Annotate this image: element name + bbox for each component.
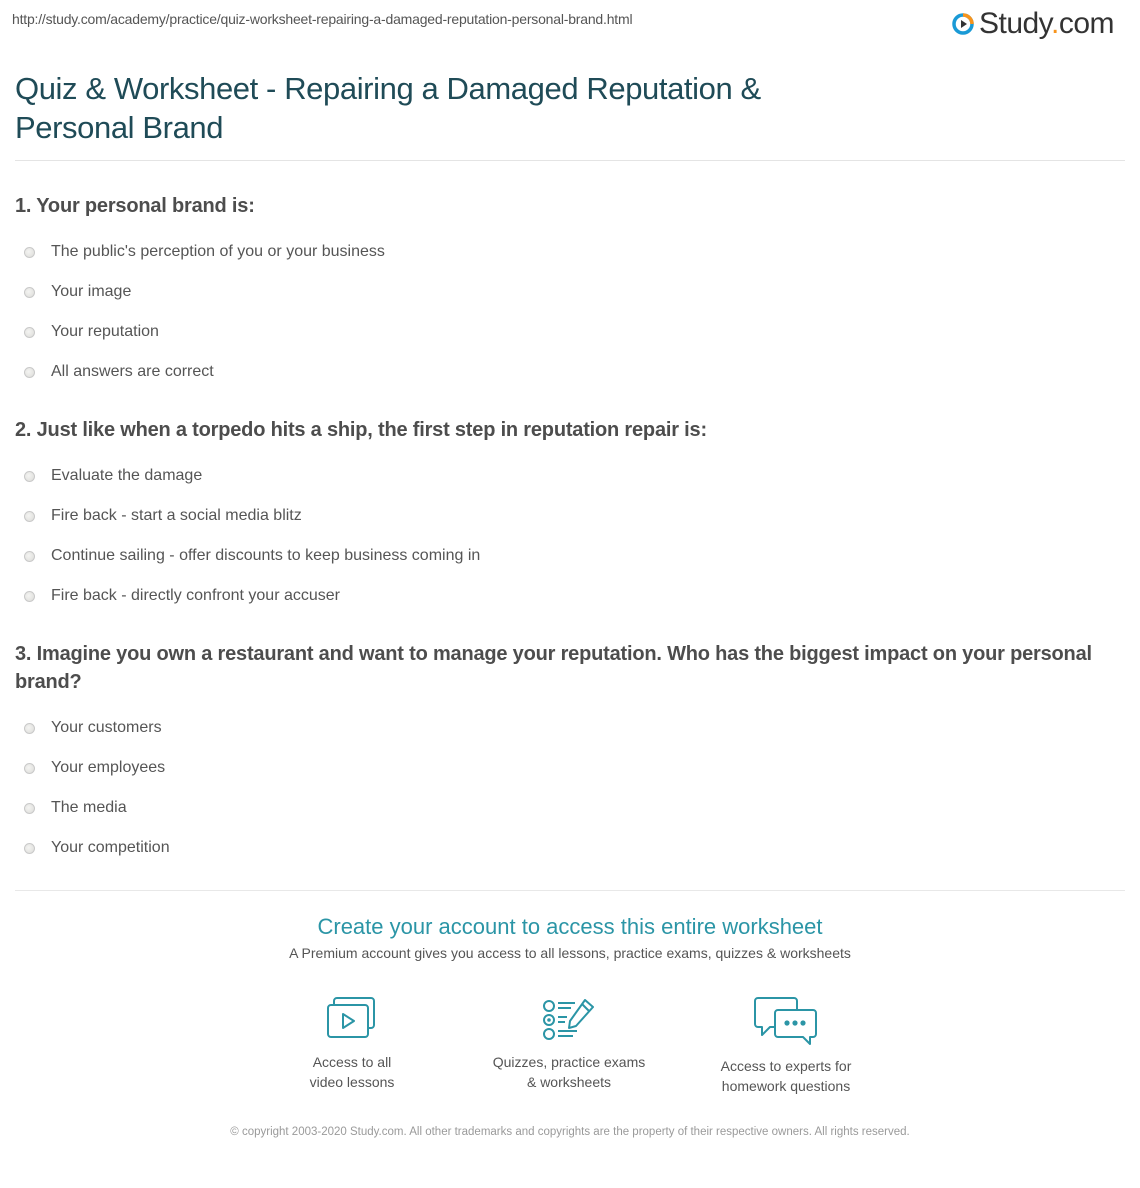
question-3: [15, 640, 1115, 868]
answer-list: [15, 232, 1115, 392]
answer-option[interactable]: [15, 312, 1115, 352]
radio-button-icon[interactable]: [24, 803, 35, 814]
copyright-notice: © copyright 2003-2020 Study.com. All other trademarks and copyrights are the property of their respective owners. All rights reserved.: [230, 1126, 910, 1138]
page-title: Quiz & Worksheet - Repairing a Damaged Reputation & Personal Brand: [15, 71, 761, 145]
answer-option[interactable]: [15, 828, 1115, 868]
radio-button-icon[interactable]: [24, 327, 35, 338]
answer-option[interactable]: [15, 748, 1115, 788]
radio-button-icon[interactable]: [24, 247, 35, 258]
feature-label: Quizzes, practice exams: [492, 1054, 646, 1070]
cta-subtitle: A Premium account gives you access to all lessons, practice exams, quizzes & worksheets: [289, 945, 851, 961]
answer-label: Continue sailing - offer discounts to keep business coming in: [51, 547, 481, 564]
feature-label: Access to all: [312, 1054, 392, 1070]
study-com-logo[interactable]: [951, 7, 1114, 41]
radio-button-icon[interactable]: [24, 843, 35, 854]
logo-text: Study.com: [978, 7, 1114, 40]
question-text: 2. Just like when a torpedo hits a ship, the first step in reputation repair is:: [15, 419, 707, 441]
answer-label: The public's perception of you or your business: [51, 243, 385, 260]
answer-label: All answers are correct: [51, 363, 214, 380]
answer-option[interactable]: [15, 576, 1115, 616]
answer-option[interactable]: [15, 496, 1115, 536]
answer-label: Your reputation: [51, 323, 159, 340]
divider: [15, 160, 1125, 161]
question-1: [15, 192, 1115, 392]
answer-label: The media: [51, 799, 127, 816]
feature-label: Access to experts for: [720, 1058, 852, 1074]
feature-quizzes: [469, 996, 669, 1092]
feature-label: & worksheets: [526, 1074, 612, 1090]
answer-label: Evaluate the damage: [51, 467, 203, 484]
quiz-checklist-icon: [541, 996, 597, 1042]
divider: [15, 890, 1125, 891]
answer-label: Fire back - directly confront your accuser: [51, 587, 340, 604]
answer-label: Your image: [51, 283, 132, 300]
answer-option[interactable]: [15, 708, 1115, 748]
radio-button-icon[interactable]: [24, 551, 35, 562]
answer-option[interactable]: [15, 456, 1115, 496]
question-2: [15, 416, 1115, 616]
question-text: 1. Your personal brand is:: [15, 195, 255, 217]
answer-option[interactable]: [15, 536, 1115, 576]
radio-button-icon[interactable]: [24, 591, 35, 602]
feature-video-lessons: [252, 996, 452, 1092]
answer-label: Your employees: [51, 759, 166, 776]
radio-button-icon[interactable]: [24, 367, 35, 378]
answer-label: Fire back - start a social media blitz: [51, 507, 302, 524]
answer-list: [15, 708, 1115, 868]
play-circle-icon: [951, 12, 975, 36]
answer-option[interactable]: [15, 352, 1115, 392]
feature-label: homework questions: [721, 1078, 851, 1094]
answer-option[interactable]: [15, 788, 1115, 828]
answer-option[interactable]: [15, 272, 1115, 312]
answer-label: Your competition: [51, 839, 170, 856]
create-account-link[interactable]: Create your account to access this entire worksheet: [317, 914, 823, 939]
page-url: http://study.com/academy/practice/quiz-worksheet-repairing-a-damaged-reputation-personal-brand.html: [12, 11, 633, 27]
feature-experts: [686, 996, 886, 1096]
feature-label: video lessons: [309, 1074, 395, 1090]
radio-button-icon[interactable]: [24, 471, 35, 482]
radio-button-icon[interactable]: [24, 723, 35, 734]
radio-button-icon[interactable]: [24, 511, 35, 522]
chat-bubbles-icon: [754, 996, 818, 1046]
video-lessons-icon: [326, 996, 378, 1042]
answer-option[interactable]: [15, 232, 1115, 272]
answer-label: Your customers: [51, 719, 162, 736]
radio-button-icon[interactable]: [24, 763, 35, 774]
question-text: 3. Imagine you own a restaurant and want to manage your reputation. Who has the biggest impact on your personal brand?: [15, 643, 1092, 693]
radio-button-icon[interactable]: [24, 287, 35, 298]
answer-list: [15, 456, 1115, 616]
